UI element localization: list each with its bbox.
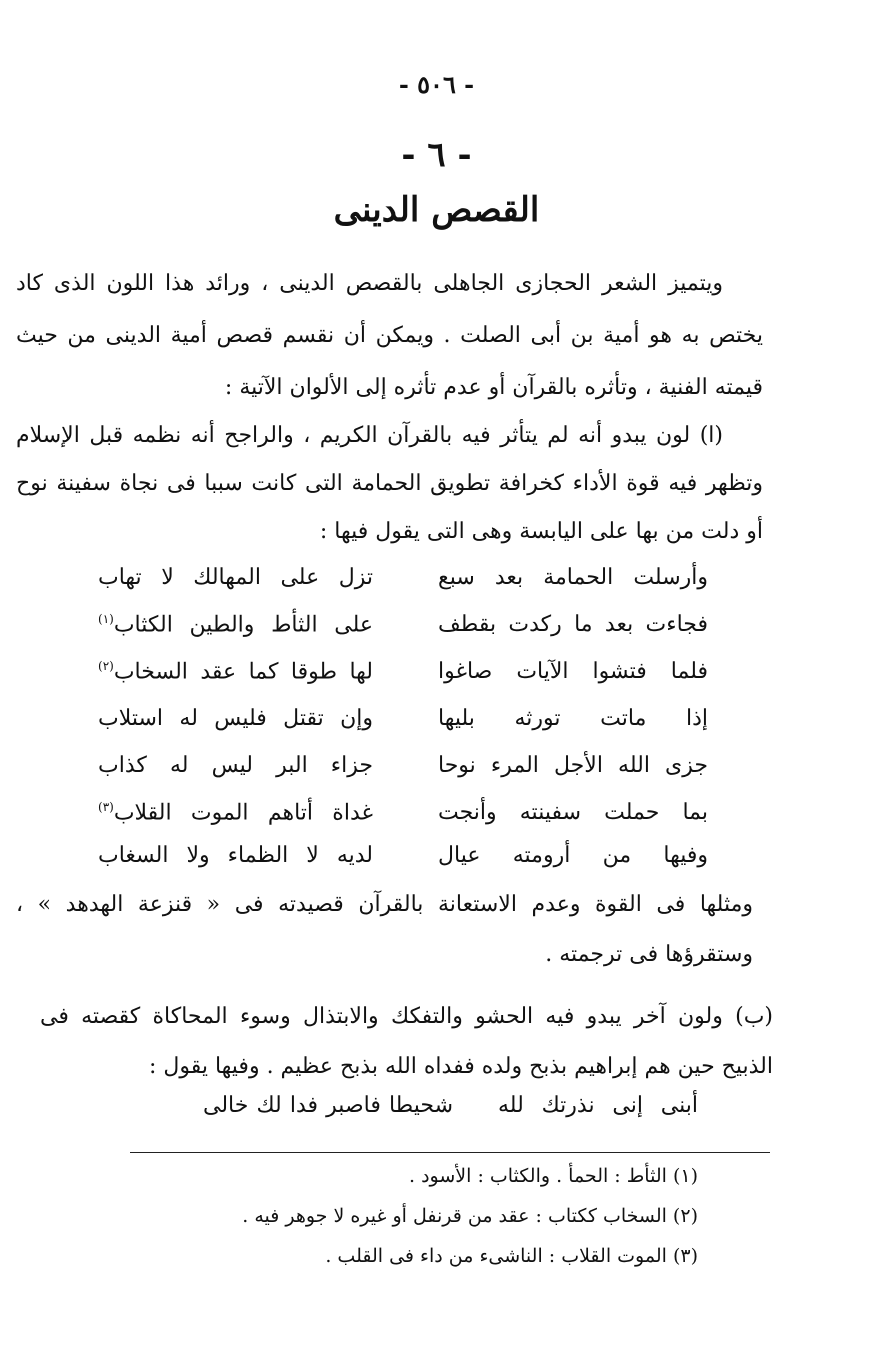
verse-first-hemistich: أبنى إنى نذرتك لله <box>498 1093 698 1118</box>
verse-second-hemistich: تزل على المهالك لا تهاب <box>98 565 373 590</box>
verse-line <box>88 565 708 611</box>
verse-second-hemistich: جزاء البر ليس له كذاب <box>98 753 373 778</box>
footnote: (٢) السخاب ككتاب : عقد من قرنفل أو غيره لا جوهر فيه . <box>242 1205 698 1227</box>
verse-second-hemistich: شحيطا فاصبر فدا لك خالى <box>203 1093 453 1118</box>
verse-first-hemistich: فلما فتشوا الآيات صاغوا <box>438 659 708 684</box>
verse-second-hemistich <box>98 800 373 825</box>
footnote: (١) الثأط : الحمأ . والكثاب : الأسود . <box>409 1165 698 1187</box>
verse-first-hemistich: إذا ماتت تورثه بليها <box>438 706 708 731</box>
verse-second-hemistich <box>98 612 373 637</box>
footnote-ref: (٣) <box>98 800 114 814</box>
paragraph-after-verses: ومثلها فى القوة وعدم الاستعانة بالقرآن قصيدته فى « قنزعة الهدهد » ، وستقرؤها فى ترجمته . <box>16 892 753 967</box>
paragraph-b: (ب) ولون آخر يبدو فيه الحشو والتفكك والابتذال وسوء المحاكاة كقصته فى الذبيح حين هم إبراهيم بذبح ولده ففداه الله بذبح عظيم . وفيها يقول : <box>40 1004 773 1079</box>
section-title: القصص الدينى <box>333 190 540 230</box>
verse-second-hemistich-text: غداة أتاهم الموت القلاب <box>113 800 373 826</box>
footnote-ref: (٢) <box>98 659 114 673</box>
verse-first-hemistich: جزى الله الأجل المرء نوحا <box>438 753 708 778</box>
verse-second-hemistich: وإن تقتل فليس له استلاب <box>98 706 373 731</box>
footnote-divider <box>130 1152 770 1153</box>
verse-first-hemistich: فجاءت بعد ما ركدت بقطف <box>438 612 708 637</box>
page-number: - ٥٠٦ - <box>398 70 475 99</box>
verse-line <box>198 1093 698 1133</box>
footnote-ref: (١) <box>98 612 114 626</box>
verse-line <box>88 659 708 705</box>
intro-paragraph: ويتميز الشعر الحجازى الجاهلى بالقصص الدينى ، ورائد هذا اللون الذى كاد يختص به هو أمية بن أبى الصلت . ويمكن أن نقسم قصص أمية الدينى من حيث قيمته الفنية ، وتأثره بالقرآن أو عدم تأثره إلى الألوان الآتية : <box>16 271 763 400</box>
verse-second-hemistich <box>98 659 373 684</box>
verse-line <box>88 612 708 658</box>
verse-first-hemistich: وفيها من أرومته عيال <box>438 843 708 868</box>
paragraph-a: (ا) لون يبدو أنه لم يتأثر فيه بالقرآن الكريم ، والراجح أنه نظمه قبل الإسلام وتظهر فيه قوة الأداء كخرافة تطويق الحمامة التى كانت سببا فى نجاة سفينة نوح أو دلت من بها على اليابسة وهى التى يقول فيها : <box>16 423 763 544</box>
verse-first-hemistich: وأرسلت الحمامة بعد سبع <box>438 565 708 590</box>
verse-line <box>88 706 708 752</box>
verse-second-hemistich: لديه لا الظماء ولا السغاب <box>98 843 373 868</box>
verse-line <box>88 800 708 846</box>
verse-line <box>88 753 708 799</box>
footnote: (٣) الموت القلاب : الناشىء من داء فى القلب . <box>325 1245 698 1267</box>
section-number: - ٦ - <box>401 135 472 175</box>
verse-second-hemistich-text: على الثأط والطين الكثاب <box>113 612 373 638</box>
verse-first-hemistich: بما حملت سفينته وأنجت <box>438 800 708 825</box>
verse-second-hemistich-text: لها طوقا كما عقد السخاب <box>113 659 373 685</box>
